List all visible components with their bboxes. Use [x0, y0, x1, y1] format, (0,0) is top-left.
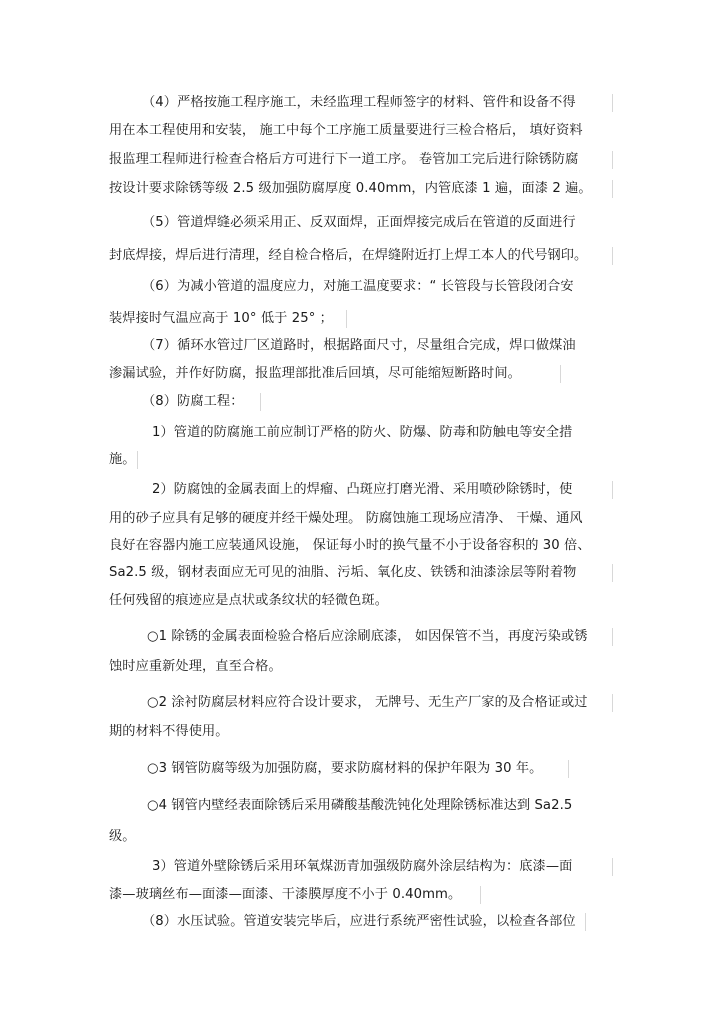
text-line-7: （6）为减小管道的温度应力，对施工温度要求：“ 长管段与长管段闭合安 [142, 279, 574, 294]
text-line-9: （7）循环水管过厂区道路时，根据路面尺寸，尽量组合完成，焊口做煤油 [142, 338, 576, 353]
text-line-26: 3）管道外壁除锈后采用环氧煤沥青加强级防腐外涂层结构为：底漆—面 [152, 859, 573, 874]
text-line-25: 级。 [109, 829, 136, 844]
text-line-22: 期的材料不得使用。 [109, 724, 229, 739]
text-line-17: Sa2.5 级，钢材表面应无可见的油脂、污垢、氧化皮、铁锈和油漆涂层等附着物 [109, 565, 577, 580]
text-line-28: （8）水压试验。管道安装完毕后，应进行系统严密性试验，以检查各部位 [142, 914, 576, 929]
scan-artifact [585, 913, 586, 931]
text-line-8: 装焊接时气温应高于 10° 低于 25° ； [109, 311, 333, 326]
text-line-14: 2）防腐蚀的金属表面上的焊瘤、凸斑应打磨光滑、采用喷砂除锈时，使 [152, 482, 573, 497]
scan-artifact [346, 310, 347, 328]
text-line-19: ○1 除锈的金属表面检验合格后应涂刷底漆， 如因保管不当，再度污染或锈 [147, 629, 588, 644]
text-line-20: 蚀时应重新处理，直至合格。 [109, 659, 282, 674]
scan-artifact [612, 628, 613, 646]
text-line-23: ○3 钢管防腐等级为加强防腐，要求防腐材料的保护年限为 30 年。 [147, 761, 543, 776]
scan-artifact [480, 886, 481, 904]
text-line-6: 封底焊接，焊后进行清理，经自检合格后，在焊缝附近打上焊工本人的代号钢印。 [109, 248, 588, 263]
text-line-1: （4）严格按施工程序施工，未经监理工程师签字的材料、管件和设备不得 [142, 95, 576, 110]
text-line-3: 报监理工程师进行检查合格后方可进行下一道工序。 卷管加工完后进行除锈防腐 [109, 152, 579, 167]
scan-artifact [612, 694, 613, 712]
scan-artifact [612, 151, 613, 169]
text-line-24: ○4 钢管内壁经表面除锈后采用磷酸基酸洗钝化处理除锈标准达到 Sa2.5 [147, 798, 573, 813]
scan-artifact [560, 365, 561, 383]
text-line-11: （8）防腐工程： [142, 394, 244, 409]
text-line-5: （5）管道焊缝必须采用正、反双面焊，正面焊接完成后在管道的反面进行 [142, 215, 576, 230]
text-line-27: 漆—玻璃丝布—面漆—面漆、干漆膜厚度不小于 0.40mm。 [109, 887, 462, 902]
scan-artifact [612, 180, 613, 198]
text-line-13: 施。 [109, 452, 136, 467]
text-line-12: 1）管道的防腐施工前应制订严格的防火、防爆、防毒和防触电等安全措 [152, 425, 573, 440]
scan-artifact [612, 481, 613, 499]
text-line-15: 用的砂子应具有足够的硬度并经干燥处理。 防腐蚀施工现场应清净、 干燥、通风 [109, 511, 583, 526]
scan-artifact [137, 451, 138, 469]
text-line-4: 按设计要求除锈等级 2.5 级加强防腐厚度 0.40mm，内管底漆 1 遍，面漆 2 遍。 [109, 181, 592, 196]
scan-artifact [260, 393, 261, 411]
text-line-16: 良好在容器内施工应装通风设施， 保证每小时的换气量不小于设备容积的 30 倍、 [109, 538, 591, 553]
text-line-10: 渗漏试验，并作好防腐，报监理部批准后回填，尽可能缩短断路时间。 [109, 366, 521, 381]
scan-artifact [612, 858, 613, 876]
scan-artifact [612, 94, 613, 112]
scan-artifact [612, 564, 613, 582]
text-line-21: ○2 涂衬防腐层材料应符合设计要求， 无牌号、无生产厂家的及合格证或过 [147, 695, 588, 710]
scan-artifact [612, 247, 613, 265]
text-line-18: 任何残留的痕迹应是点状或条纹状的轻微色斑。 [109, 593, 389, 608]
text-line-2: 用在本工程使用和安装， 施工中每个工序施工质量要进行三检合格后， 填好资料 [109, 123, 583, 138]
scan-artifact [568, 760, 569, 778]
